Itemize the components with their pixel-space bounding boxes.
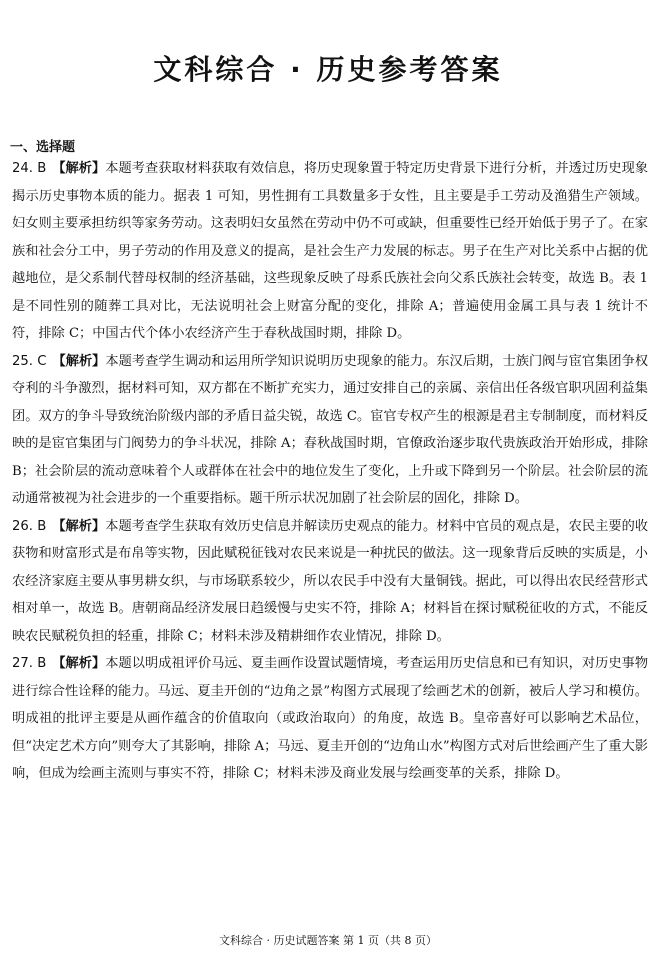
answer-number: 26. B xyxy=(12,518,47,534)
analysis-text: 本题考查学生获取有效历史信息并解读历史观点的能力。材料中官员的观点是，农民主要的收获物和财富形式是布帛等实物，因此赋税征钱对农民来说是一种扰民的做法。这一现象背后反映的实质是，小农经济家庭主要从事男耕女织，与市场联系较少，所以农民手中没有大量铜钱。据此，可以得出农民经营形式相对单一，故选 B。唐朝商品经济发展日趋缓慢与史实不符，排除 A；材料旨在探讨赋税征收的方式，不能反映农民赋税负担的轻重，排除 C；材料未涉及精耕细作农业情况，排除 D。 xyxy=(12,518,649,644)
answer-number: 27. B xyxy=(12,656,47,671)
analysis-text: 本题考查学生调动和运用所学知识说明历史现象的能力。东汉后期，士族门阀与宦官集团争权夺利的斗争激烈，据材料可知，双方都在不断扩充实力，通过安排自己的亲属、亲信出任各级官职巩固利益集团。双方的争斗导致统治阶级内部的矛盾日益尖锐，故选 C。宦官专权产生的根源是君主专制制度，而材料反映的是宦官集团与门阀势力的争斗状况，排除 A；春秋战国时期，官僚政治逐步取代贵族政治开始形成，排除 B；社会阶层的流动意味着个人或群体在社会中的地位发生了变化，上升或下降到另一个阶层。社会阶层的流动通常被视为社会进步的一个重要指标。题干所示状况加剧了社会阶层的固化，排除 D。 xyxy=(12,353,649,506)
answer-item-27 xyxy=(12,650,648,788)
section-heading: 一、选择题 xyxy=(10,140,76,155)
question-list xyxy=(12,155,648,788)
analysis-tag: 【解析】 xyxy=(52,161,106,176)
analysis-text: 本题以明成祖评价马远、夏圭画作设置试题情境，考查运用历史信息和已有知识，对历史事物进行综合性诠释的能力。马远、夏圭开创的“边角之景”构图方式展现了绘画艺术的创新，被后人学习和模仿。明成祖的批评主要是从画作蕴含的价值取向（或政治取向）的角度，故选 B。皇帝喜好可以影响艺术品位，但“决定艺术方向”则夸大了其影响，排除 A；马远、夏圭开创的“边角山水”构图方式对后世绘画产生了重大影响，但成为绘画主流则与事实不符，排除 C；材料未涉及商业发展与绘画变革的关系，排除 D。 xyxy=(12,656,649,781)
analysis-tag: 【解析】 xyxy=(52,518,106,534)
page-footer: 文科综合 · 历史试题答案 第 1 页（共 8 页） xyxy=(219,934,437,947)
answer-item-25 xyxy=(12,348,648,513)
analysis-tag: 【解析】 xyxy=(52,656,106,671)
analysis-tag: 【解析】 xyxy=(52,353,106,369)
answer-item-24 xyxy=(12,155,648,348)
answer-item-26 xyxy=(12,513,648,651)
page-title: 文科综合 · 历史参考答案 xyxy=(153,53,503,86)
answer-number: 24. B xyxy=(12,161,47,176)
answer-number: 25. C xyxy=(12,353,47,369)
analysis-text: 本题考查获取材料获取有效信息，将历史现象置于特定历史背景下进行分析，并透过历史现象揭示历史事物本质的能力。据表 1 可知，男性拥有工具数量多于女性，且主要是手工劳动及渔猎生产领域。妇女则主要承担纺织等家务劳动。这表明妇女虽然在劳动中仍不可或缺，但重要性已经开始低于男子了。在家族和社会分工中，男子劳动的作用及意义的提高，是社会生产力发展的标志。男子在生产对比关系中占据的优越地位，是父系制代替母权制的经济基础，这些现象反映了母系氏族社会向父系氏族社会转变，故选 B。表 1 是不同性别的随葬工具对比，无法说明社会上财富分配的变化，排除 A；普遍使用金属工具与表 1 统计不符，排除 C；中国古代个体小农经济产生于春秋战国时期，排除 D。 xyxy=(12,161,649,341)
